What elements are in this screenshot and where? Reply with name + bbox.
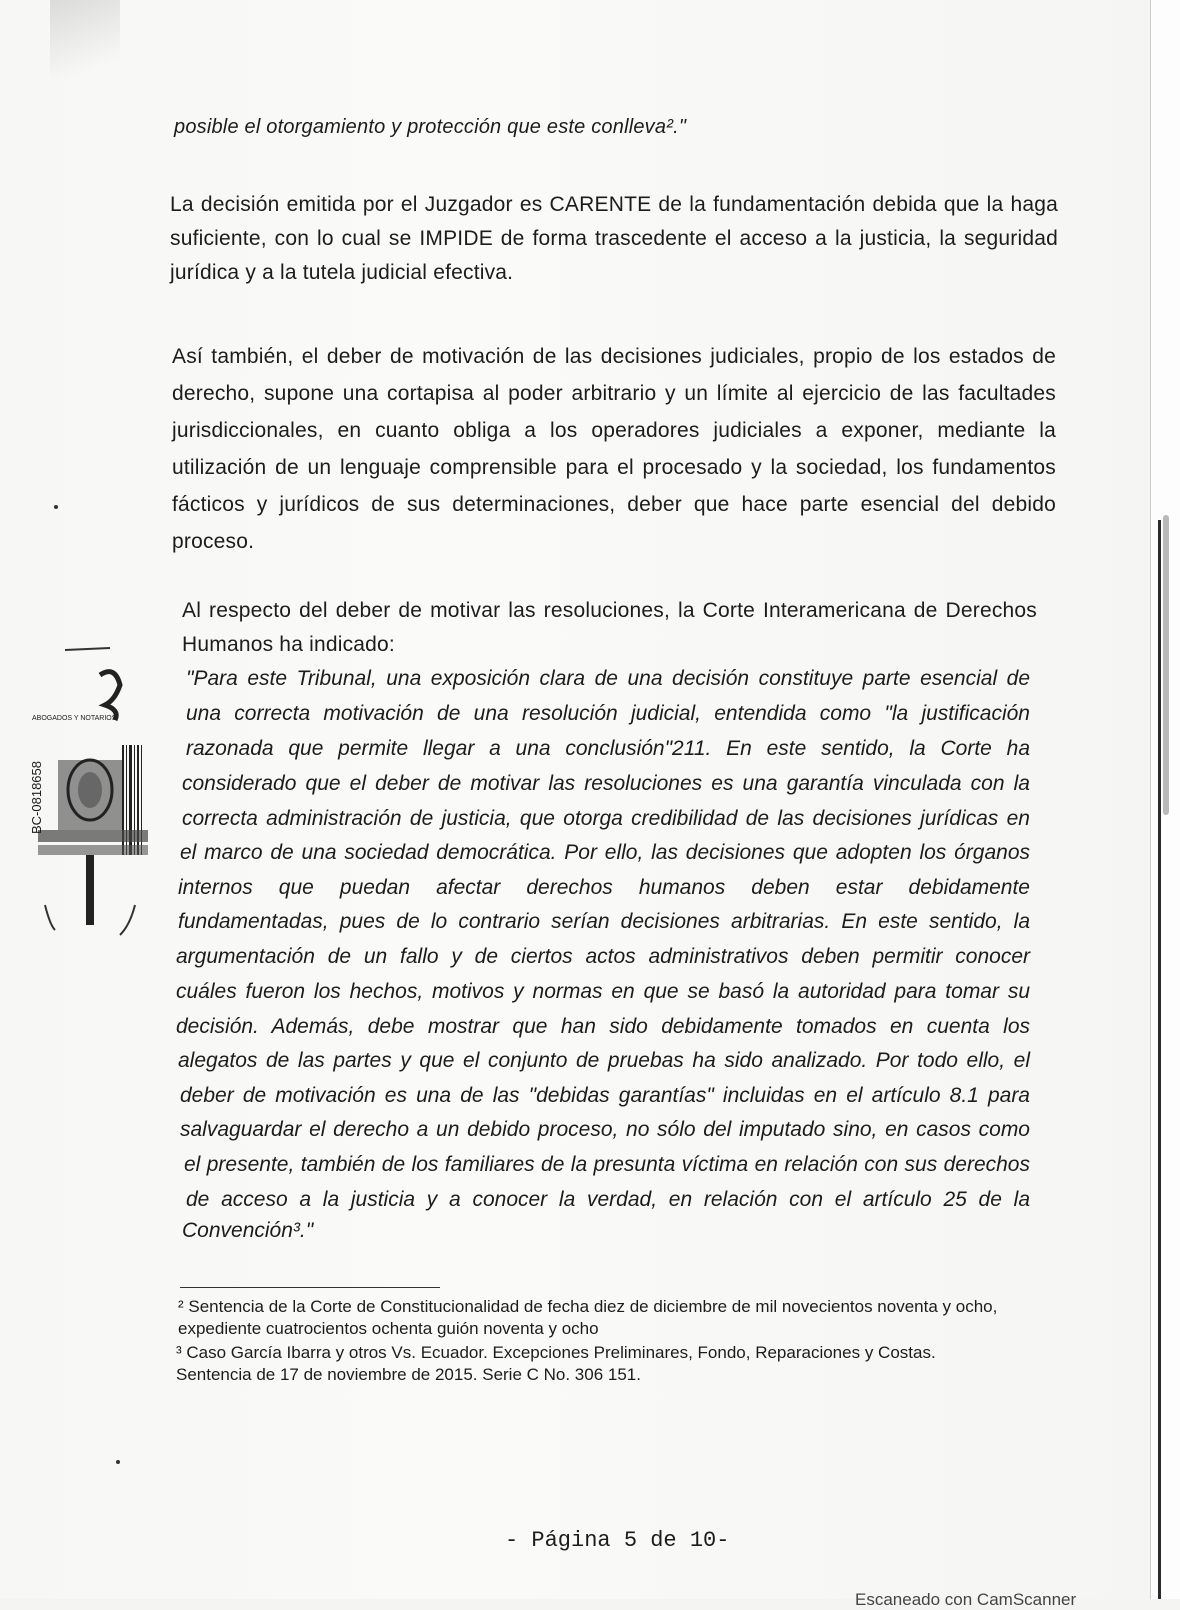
quote-line: el marco de una sociedad democrática. Por ello, las decisiones que adopten los órganos: [180, 841, 1030, 864]
quote-line: el presente, también de los familiares de la presunta víctima en relación con sus derechos: [184, 1153, 1030, 1176]
quote-line: alegatos de las partes y que el conjunto de pruebas ha sido analizado. Por todo ello, el: [178, 1049, 1030, 1072]
footnote-separator: [180, 1287, 440, 1288]
paragraph-motivation: Así también, el deber de motivación de las decisiones judiciales, propio de los estados de derecho, supone una cortapisa al poder arbitrario y un límite al ejercicio de las facultades jurisdiccionales, en cuanto obliga a los operadores judiciales a exponer, mediante la utilización de un lenguaje comprensible para el procesado y la sociedad, los fundamentos fácticos y jurídicos de sus determinaciones, deber que hace parte esencial del debido proceso.: [172, 345, 1056, 553]
quote-line: salvaguardar el derecho a un debido proceso, no sólo del imputado sino, en casos como: [180, 1118, 1030, 1141]
quote-line: cuáles fueron los hechos, motivos y normas en que se basó la autoridad para tomar su: [176, 980, 1030, 1003]
page-edge-line: [1158, 520, 1161, 1599]
paragraph-quote-ending: posible el otorgamiento y protección que este conlleva².": [174, 116, 687, 138]
stamp-graphic: [30, 640, 160, 960]
mark-dot: [54, 505, 58, 509]
quote-line: de acceso a la justicia y a conocer la verdad, en relación con el artículo 25 de la: [186, 1188, 1030, 1211]
quote-line: Convención³.": [182, 1219, 314, 1242]
scanner-watermark: Escaneado con CamScanner: [855, 1590, 1077, 1609]
quote-line: correcta administración de justicia, que otorga credibilidad de las decisiones jurídicas en: [182, 807, 1030, 830]
paragraph-corte-intro: Al respecto del deber de motivar las resoluciones, la Corte Interamericana de Derechos Humanos ha indicado:: [182, 599, 1037, 656]
quote-line: "Para este Tribunal, una exposición clara de una decisión constituye parte esencial de: [186, 667, 1030, 690]
notary-stamp: [30, 640, 160, 960]
page-number: - Página 5 de 10-: [505, 1528, 730, 1553]
footnote-3: ³ Caso García Ibarra y otros Vs. Ecuador. Excepciones Preliminares, Fondo, Reparaciones y Costas. Sentencia de 17 de noviembre de 2015. Serie C No. 306 151.: [176, 1343, 936, 1384]
quote-line: internos que puedan afectar derechos humanos deben estar debidamente: [178, 876, 1030, 899]
stamp-text: ABOGADOS Y NOTARIOS: [32, 715, 117, 722]
quote-line: deber de motivación es una de las "debidas garantías" incluidas en el artículo 8.1 para: [180, 1084, 1030, 1107]
page-fold-shadow: [50, 0, 120, 95]
quote-line: razonada que permite llegar a una conclusión"211. En este sentido, la Corte ha: [186, 737, 1030, 760]
quote-line: fundamentadas, pues de lo contrario serían decisiones arbitrarias. En este sentido, la: [178, 910, 1030, 933]
quote-line: decisión. Además, debe mostrar que han sido debidamente tomados en cuenta los: [176, 1015, 1030, 1038]
paragraph-decision: La decisión emitida por el Juzgador es CARENTE de la fundamentación debida que la haga suficiente, con lo cual se IMPIDE de forma trascedente el acceso a la justicia, la seguridad jurídica y a la tutela judicial efectiva.: [170, 193, 1058, 284]
mark-dot: [116, 1460, 120, 1464]
stamp-serial: BC-0818658: [29, 761, 44, 834]
scrollbar-thumb[interactable]: [1163, 515, 1169, 815]
quote-line: considerado que el deber de motivar las resoluciones es una garantía vinculada con la: [182, 772, 1030, 795]
quote-line: una correcta motivación de una resolución judicial, entendida como "la justificación: [186, 702, 1030, 725]
quote-line: argumentación de un fallo y de ciertos actos administrativos deben permitir conocer: [176, 945, 1030, 968]
footnote-2: ² Sentencia de la Corte de Constitucionalidad de fecha diez de diciembre de mil novecientos noventa y ocho, expediente cuatrocientos ochenta guión noventa y ocho: [178, 1297, 998, 1338]
